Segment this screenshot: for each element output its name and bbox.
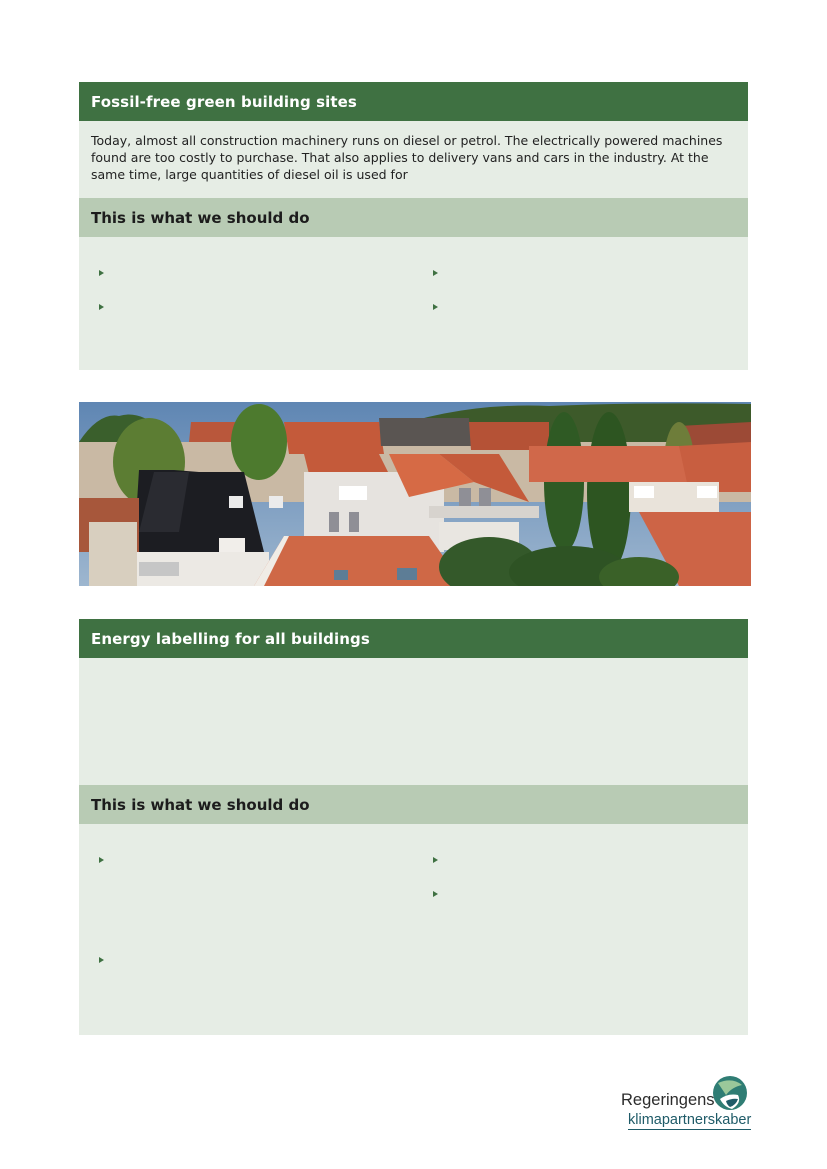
- section-body: [79, 121, 748, 198]
- houses-rooftops-photo: [79, 402, 751, 586]
- bullet-arrow-icon: [99, 857, 104, 863]
- bullet-arrow-icon: [99, 957, 104, 963]
- section-title: Fossil-free green building sites: [79, 82, 748, 121]
- bullet-arrow-icon: [99, 304, 104, 310]
- section-body: [79, 658, 748, 785]
- subheading: This is what we should do: [79, 198, 748, 237]
- leaf-globe-icon: [712, 1075, 748, 1111]
- logo-text-line2: klimapartnerskaber: [628, 1112, 752, 1128]
- bullet-arrow-icon: [433, 891, 438, 897]
- section-energy-labelling: [79, 619, 748, 1035]
- section-body-text: Today, almost all construction machinery runs on diesel or petrol. The electrically powered machines found are too costly to purchase. That also applies to delivery vans and cars in the industry. At the same time, large quantities of diesel oil is used for: [91, 133, 723, 182]
- bullet-arrow-icon: [433, 304, 438, 310]
- section-title: Energy labelling for all buildings: [79, 619, 748, 658]
- bullet-list: [79, 237, 748, 370]
- klimapartnerskaber-logo: [618, 1075, 750, 1131]
- bullet-list: [79, 824, 748, 1035]
- bullet-arrow-icon: [433, 857, 438, 863]
- section-fossil-free: [79, 82, 748, 370]
- subheading: This is what we should do: [79, 785, 748, 824]
- logo-text-line1: Regeringens: [621, 1091, 715, 1109]
- bullet-arrow-icon: [99, 270, 104, 276]
- bullet-arrow-icon: [433, 270, 438, 276]
